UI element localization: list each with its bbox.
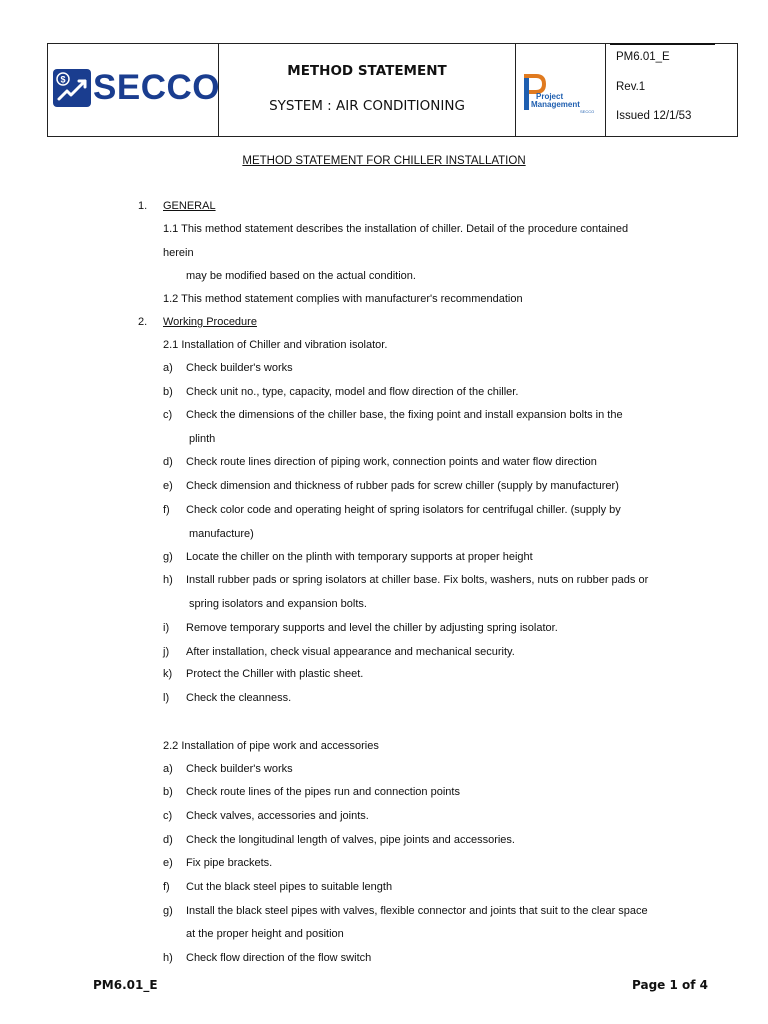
list-item: Check route lines of the pipes run and connection points	[186, 786, 460, 798]
revision: Rev.1	[616, 81, 646, 93]
list-item: Check the cleanness.	[186, 692, 292, 704]
list-item-key: b)	[163, 386, 173, 398]
list-item-key: f)	[163, 504, 170, 516]
pm-logo-cell	[516, 44, 606, 136]
logo-text: SECCO	[93, 68, 220, 107]
title-cell	[219, 44, 516, 136]
logo-cell	[48, 44, 219, 136]
meta-cell	[606, 44, 737, 136]
subsection-2-1: 2.1 Installation of Chiller and vibration isolator.	[163, 339, 388, 351]
system-label: SYSTEM : AIR CONDITIONING	[269, 98, 465, 114]
section-2-number: 2.	[138, 316, 148, 328]
list-item: Check route lines direction of piping work, connection points and water flow direction	[186, 456, 597, 468]
list-item-key: e)	[163, 480, 173, 492]
pm-logo-line2: Management	[531, 100, 580, 109]
list-item: Check builder's works	[186, 763, 293, 775]
list-item: Fix pipe brackets.	[186, 857, 273, 869]
list-item: Remove temporary supports and level the chiller by adjusting spring isolator.	[186, 622, 558, 634]
footer-page-number: Page 1 of 4	[632, 978, 708, 992]
list-item: Check flow direction of the flow switch	[186, 952, 372, 964]
section-1-number: 1.	[138, 200, 148, 212]
pm-logo-line3: SECCO	[580, 109, 595, 114]
list-item-key: d)	[163, 456, 173, 468]
paragraph-1-1: 1.1 This method statement describes the installation of chiller. Detail of the procedure contained	[163, 223, 629, 235]
list-item: Check dimension and thickness of rubber pads for screw chiller (supply by manufacturer)	[186, 480, 619, 492]
document-title: METHOD STATEMENT	[287, 63, 447, 79]
paragraph-1-1-continued: may be modified based on the actual condition.	[186, 270, 416, 282]
list-item: Cut the black steel pipes to suitable length	[186, 881, 393, 893]
meta-top-rule	[610, 43, 715, 45]
list-item: Check the dimensions of the chiller base, the fixing point and install expansion bolts in the	[186, 409, 623, 421]
list-item-key: a)	[163, 763, 173, 775]
list-item-key: f)	[163, 881, 170, 893]
list-item-continued: manufacture)	[189, 528, 254, 540]
list-item-key: h)	[163, 574, 173, 586]
list-item-key: k)	[163, 668, 173, 680]
list-item-continued: plinth	[189, 433, 216, 445]
list-item: Check unit no., type, capacity, model and flow direction of the chiller.	[186, 386, 519, 398]
issued-date: Issued 12/1/53	[616, 110, 692, 122]
svg-text:$: $	[60, 74, 66, 85]
list-item: Install rubber pads or spring isolators at chiller base. Fix bolts, washers, nuts on rubber pads or	[186, 574, 649, 586]
secco-logo	[53, 69, 220, 107]
list-item: After installation, check visual appearance and mechanical security.	[186, 646, 515, 658]
section-2-heading: Working Procedure	[163, 316, 257, 328]
statement-title: METHOD STATEMENT FOR CHILLER INSTALLATION	[242, 155, 526, 167]
list-item-key: b)	[163, 786, 173, 798]
list-item-key: a)	[163, 362, 173, 374]
list-item: Locate the chiller on the plinth with temporary supports at proper height	[186, 551, 533, 563]
list-item-key: d)	[163, 834, 173, 846]
list-item: Check the longitudinal length of valves, pipe joints and accessories.	[186, 834, 515, 846]
list-item-key: j)	[163, 646, 170, 658]
list-item-key: l)	[163, 692, 170, 704]
subsection-2-2: 2.2 Installation of pipe work and accessories	[163, 740, 379, 752]
list-item-continued: spring isolators and expansion bolts.	[189, 598, 367, 610]
secco-logo-mark-icon	[53, 69, 91, 107]
list-item-key: i)	[163, 622, 170, 634]
list-item: Check valves, accessories and joints.	[186, 810, 369, 822]
paragraph-1-1-herein: herein	[163, 247, 194, 259]
list-item: Check builder's works	[186, 362, 293, 374]
list-item-key: h)	[163, 952, 173, 964]
list-item: Install the black steel pipes with valves, flexible connector and joints that suit to the clear space	[186, 905, 648, 917]
footer-doc-code: PM6.01_E	[93, 978, 158, 992]
header-table	[47, 43, 738, 137]
list-item-key: e)	[163, 857, 173, 869]
project-management-logo-icon	[522, 74, 602, 114]
list-item-key: g)	[163, 551, 173, 563]
list-item-key: c)	[163, 810, 173, 822]
pm-logo-line1: Project	[536, 92, 564, 101]
section-1-heading: GENERAL	[163, 200, 216, 212]
paragraph-1-2: 1.2 This method statement complies with manufacturer's recommendation	[163, 293, 523, 305]
list-item: Check color code and operating height of spring isolators for centrifugal chiller. (supply by	[186, 504, 621, 516]
list-item-continued: at the proper height and position	[186, 928, 344, 940]
list-item: Protect the Chiller with plastic sheet.	[186, 668, 364, 680]
doc-code: PM6.01_E	[616, 51, 670, 63]
list-item-key: c)	[163, 409, 173, 421]
list-item-key: g)	[163, 905, 173, 917]
